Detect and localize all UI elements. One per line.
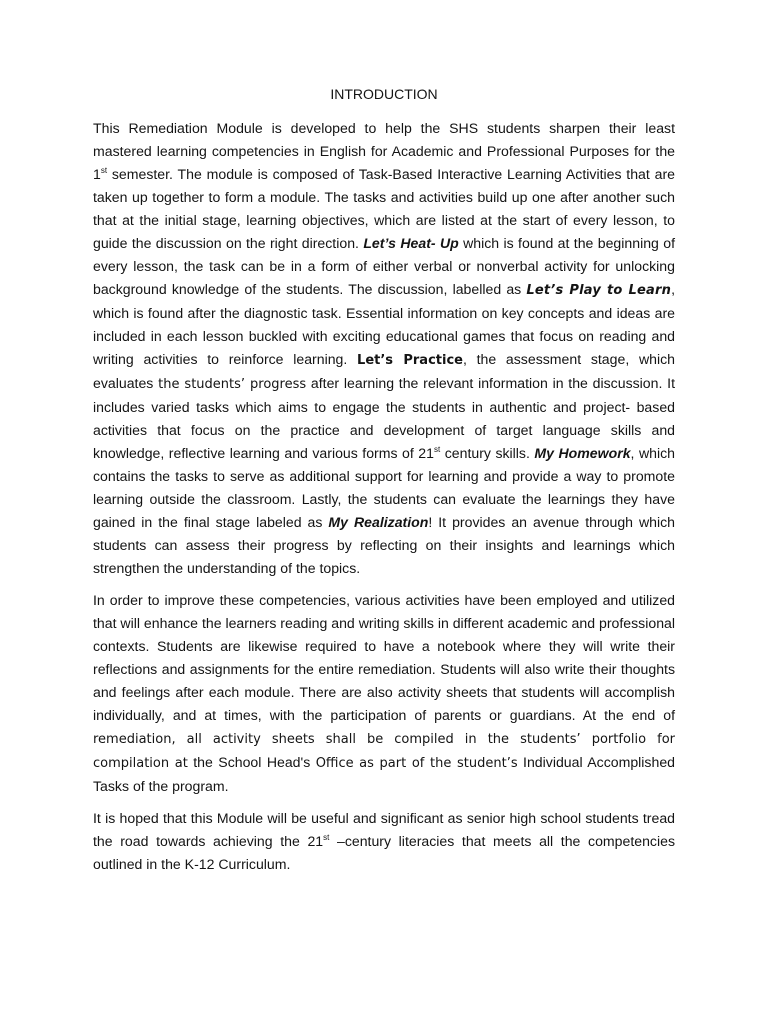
text: the School Head's <box>187 754 316 770</box>
alt-font-text: Office <box>315 756 354 771</box>
lets-play-to-learn-label: Let’s Play to Learn <box>526 283 672 298</box>
superscript: st <box>100 166 108 175</box>
my-realization-label: My Realization <box>328 514 429 530</box>
text: Individual Accomplished Tasks of the program. <box>93 754 675 794</box>
text: –century literacies that meets all the competencies outlined in the K-12 Curriculum. <box>93 833 675 872</box>
text: In order to improve these competencies, various activities have been employed and utilized that will enhance the learners reading and writing skills in different academic and professional contexts. Students are likewise required to have a notebook where they will write their reflections and assignments for the entire remediation. Students will also write their thoughts and feelings after each module. There are also activity sheets that students will accomplish individually, and at times, with the participation of parents or guardians. At the end of <box>93 592 675 723</box>
text: It is hoped that this Module will be useful and significant as senior high school students tread the road towards achieving the 21 <box>93 810 675 849</box>
paragraph-1 <box>93 117 675 580</box>
text: semester. The module is composed of Task-Based Interactive Learning Activities that are taken up together to form a module. The tasks and activities build up one after another such that at the initial stage, learning objectives, which are listed at the start of every lesson, to guide the discussion on the right direction. <box>93 166 675 251</box>
text: century skills. <box>440 445 535 461</box>
text: This Remediation Module is developed to help the SHS students sharpen their least mastered learning competencies in English for Academic and Professional Purposes for the 1 <box>93 120 675 182</box>
paragraph-2 <box>93 589 675 798</box>
document-body <box>93 117 675 876</box>
students-progress-text: the students’ progress <box>158 377 307 392</box>
lets-heat-up-label: Let’s Heat- Up <box>363 235 459 251</box>
text: , which is found after the diagnostic task. Essential information on key concepts and ideas are included in each lesson buckled with exciting educational games that focus on reading and writing activities to reinforce learning. <box>93 281 675 367</box>
text: ! It provides an avenue through which students can assess their progress by reflecting on their insights and learnings which strengthen the understanding of the topics. <box>93 514 676 576</box>
my-homework-label: My Homework <box>534 445 631 461</box>
text: , which contains the tasks to serve as additional support for learning and provide a way to promote learning outside the classroom. Lastly, the students can evaluate the learnings they have gained in the final stage labeled as <box>93 445 675 530</box>
alt-font-text: as part of the student’s <box>359 756 518 771</box>
lets-practice-label: Let’s Practice <box>357 353 463 368</box>
superscript: st <box>433 445 441 454</box>
document-title: INTRODUCTION <box>330 86 438 102</box>
text: after learning the relevant information in the discussion. It includes varied tasks which aims to engage the students in authentic and project- based activities that focus on the practice and development of target language skills and knowledge, reflective learning and various forms of 21 <box>93 375 675 461</box>
superscript: st <box>323 833 330 842</box>
alt-font-text: remediation, all activity sheets shall be compiled in the students’ portfolio for compilation at <box>93 732 675 771</box>
text: , the assessment stage, which evaluates <box>93 351 675 391</box>
paragraph-3 <box>93 807 675 876</box>
text: which is found at the beginning of every lesson, the task can be in a form of either verbal or nonverbal activity for unlocking background knowledge of the students. The discussion, labelled as <box>93 235 676 297</box>
